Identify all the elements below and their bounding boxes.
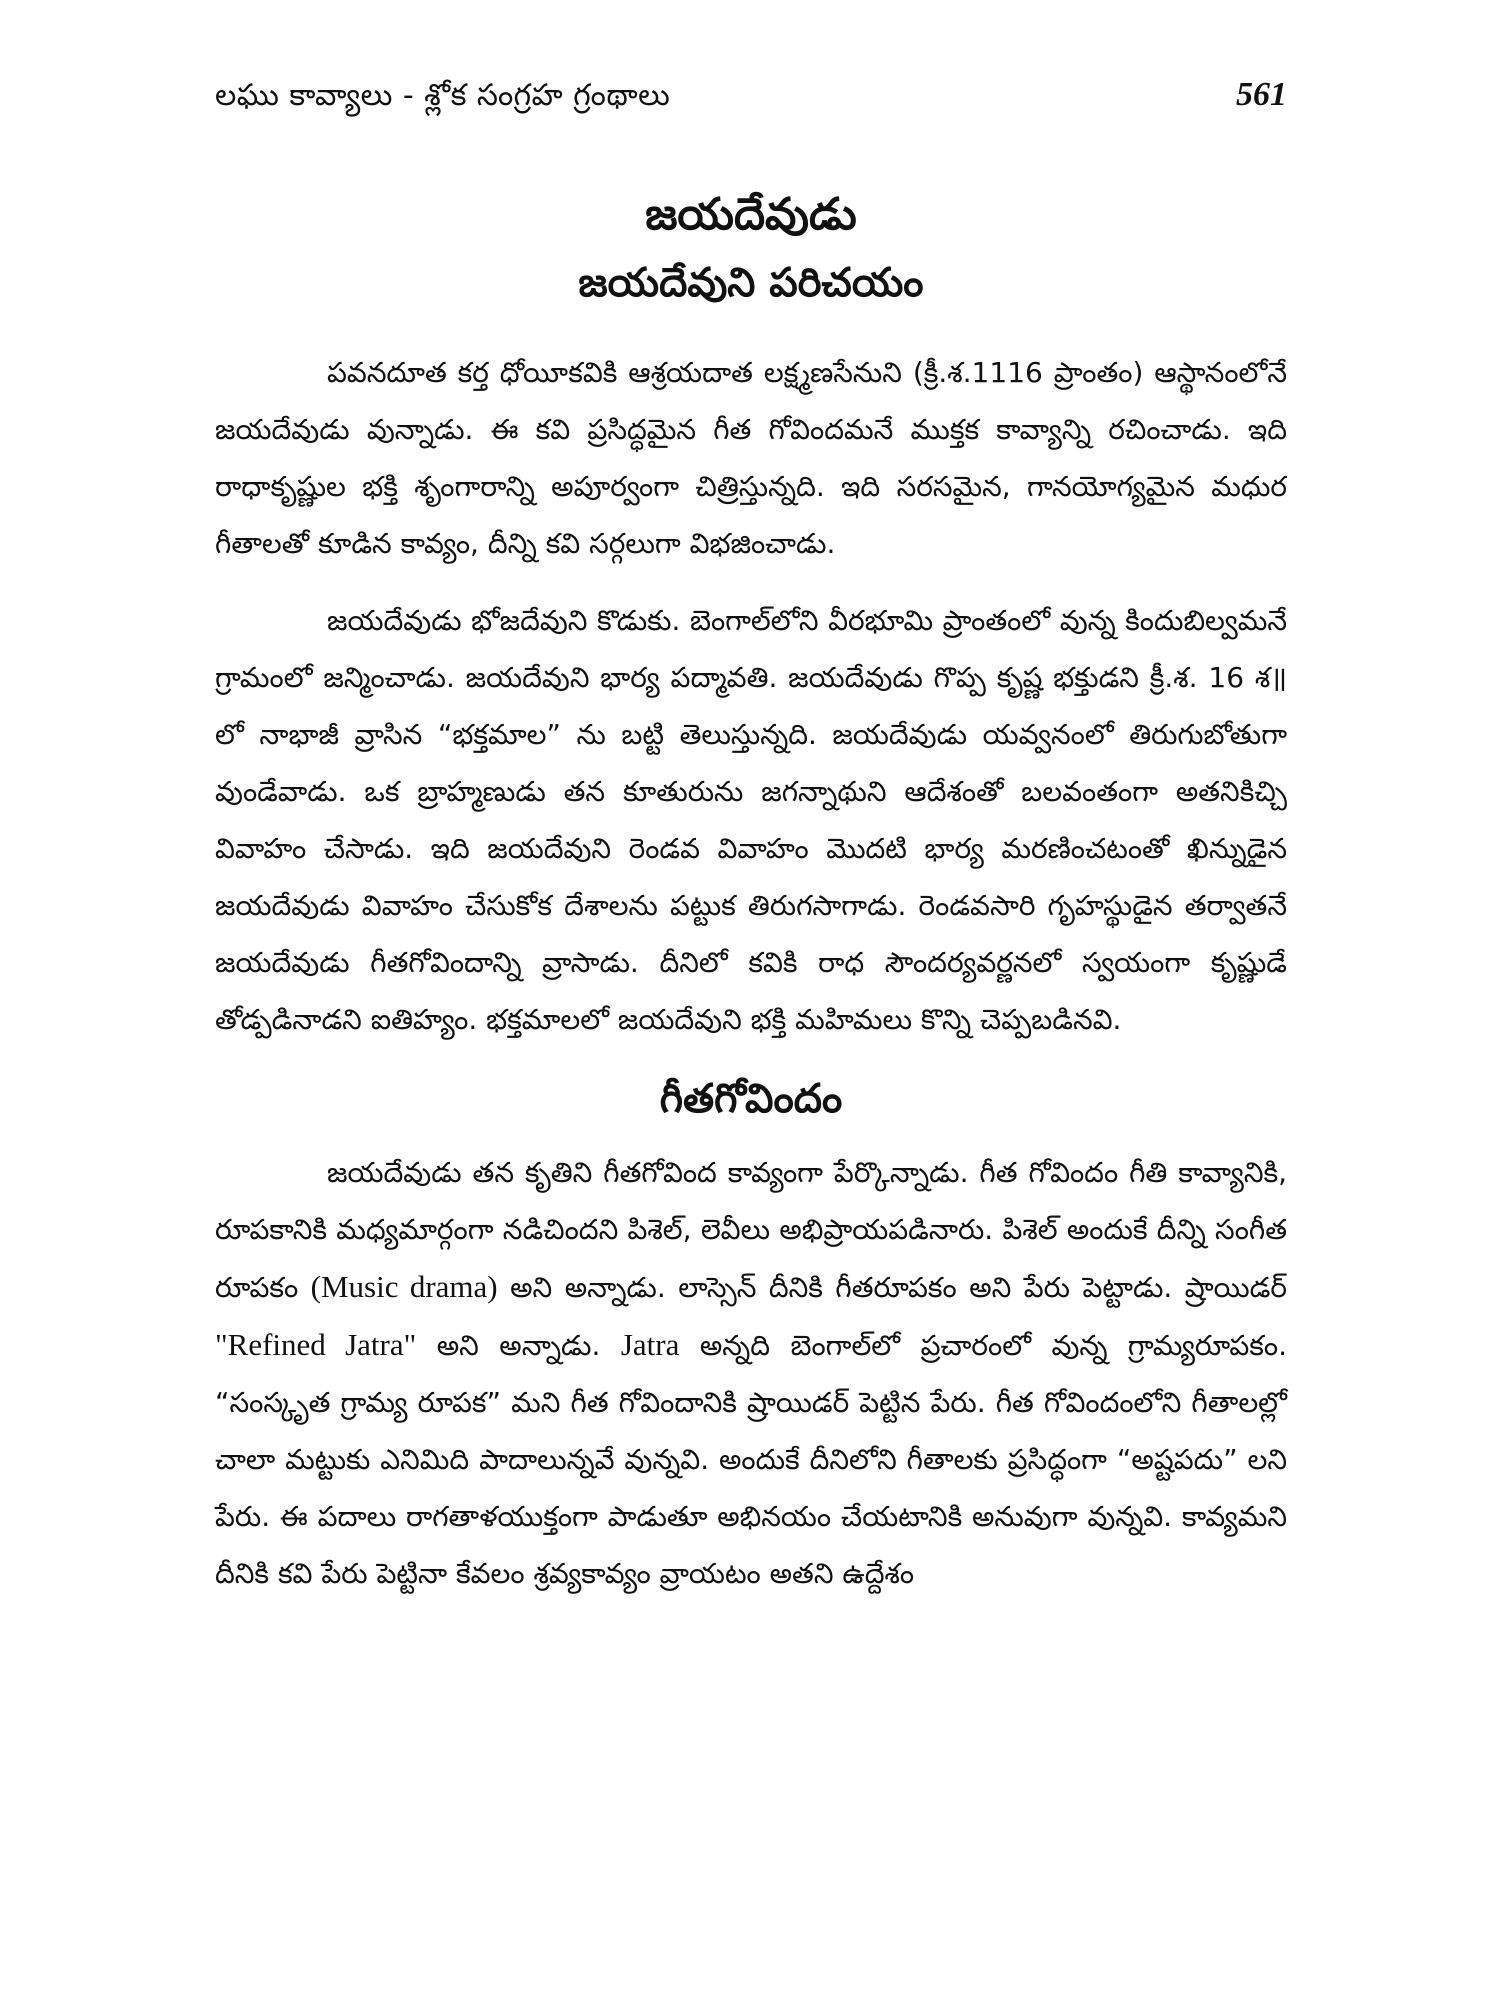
chapter-title: జయదేవుడు bbox=[645, 189, 857, 240]
page-number: 561 bbox=[1236, 76, 1287, 113]
paragraph-text: అని అన్నాడు. bbox=[416, 1329, 621, 1362]
paragraph-text: అని అన్నాడు. లాస్సెన్ దీనికి గీతరూపకం అని పేరు పెట్టాడు. ష్రాయిడర్ bbox=[497, 1271, 1287, 1304]
paragraph bbox=[215, 1144, 1287, 1602]
latin-text: (Music drama) bbox=[310, 1269, 498, 1304]
paragraph: జయదేవుడు భోజదేవుని కొడుకు. బెంగాల్‌లోని వీరభూమి ప్రాంతంలో వున్న కిందుబిల్వమనే గ్రామంలో జన్మించాడు. జయదేవుని భార్య పద్మావతి. జయదేవుడు గొప్ప కృష్ణ భక్తుడని క్రీ.శ. 16 శ॥లో నాభాజీ వ్రాసిన “భక్తమాల” ను బట్టి తెలుస్తున్నది. జయదేవుడు యవ్వనంలో తిరుగుబోతుగా వుండేవాడు. ఒక బ్రాహ్మణుడు తన కూతురును జగన్నాథుని ఆదేశంతో బలవంతంగా అతనికిచ్చి వివాహం చేసాడు. ఇది జయదేవుని రెండవ వివాహం మొదటి భార్య మరణించటంతో ఖిన్నుడైన జయదేవుడు వివాహం చేసుకోక దేశాలను పట్టుక తిరుగసాగాడు. రెండవసారి గృహస్థుడైన తర్వాతనే జయదేవుడు గీతగోవిందాన్ని వ్రాసాడు. దీనిలో కవికి రాధ సౌందర్యవర్ణనలో స్వయంగా కృష్ణుడే తోడ్పడినాడని ఐతిహ్యం. భక్తమాలలో జయదేవుని భక్తి మహిమలు కొన్ని చెప్పబడినవి. bbox=[215, 604, 1287, 1036]
section-title-gitagovindam: గీతగోవిందం bbox=[659, 1076, 843, 1122]
latin-text: Jatra bbox=[620, 1327, 680, 1362]
page-body bbox=[215, 180, 1287, 1602]
paragraph-text: జయదేవుడు తన కృతిని గీతగోవింద కావ్యంగా పేర్కొన్నాడు. గీత గోవిందం గీతి కావ్యానికి, రూపకానికి మధ్యమార్గంగా నడిచిందని పిశెల్, లెవీలు అభిప్రాయపడినారు. పిశెల్ అందుకే దీన్ని సంగీత రూపకం bbox=[215, 1156, 1287, 1304]
latin-text: "Refined Jatra" bbox=[215, 1327, 417, 1362]
running-header bbox=[215, 76, 1287, 136]
running-title: లఘు కావ్యాలు - శ్లోక సంగ్రహ గ్రంథాలు bbox=[215, 78, 671, 113]
section-title-introduction: జయదేవుని పరిచయం bbox=[578, 260, 924, 306]
paragraph-text: అన్నది బెంగాల్‌లో ప్రచారంలో వున్న గ్రామ్యరూపకం. “సంస్కృత గ్రామ్య రూపక” మని గీత గోవిందానికి ష్రాయిడర్ పెట్టిన పేరు. గీత గోవిందంలోని గీతాలల్లో చాలా మట్టుకు ఎనిమిది పాదాలున్నవే వున్నవి. అందుకే దీనిలోని గీతాలకు ప్రసిద్ధంగా “అష్టపదు” లని పేరు. ఈ పదాలు రాగతాళయుక్తంగా పాడుతూ అభినయం చేయటానికి అనువుగా వున్నవి. కావ్యమని దీనికి కవి పేరు పెట్టినా కేవలం శ్రవ్యకావ్యం వ్రాయటం అతని ఉద్దేశం bbox=[215, 1329, 1287, 1590]
paragraph: పవనదూత కర్త ధోయీకవికి ఆశ్రయదాత లక్ష్మణసేనుని (క్రీ.శ.1116 ప్రాంతం) ఆస్థానంలోనే జయదేవుడు వున్నాడు. ఈ కవి ప్రసిద్ధమైన గీత గోవిందమనే ముక్తక కావ్యాన్ని రచించాడు. ఇది రాధాకృష్ణుల భక్తి శృంగారాన్ని అపూర్వంగా చిత్రిస్తున్నది. ఇది సరసమైన, గానయోగ్యమైన మధుర గీతాలతో కూడిన కావ్యం, దీన్ని కవి సర్గలుగా విభజించాడు. bbox=[215, 356, 1287, 560]
